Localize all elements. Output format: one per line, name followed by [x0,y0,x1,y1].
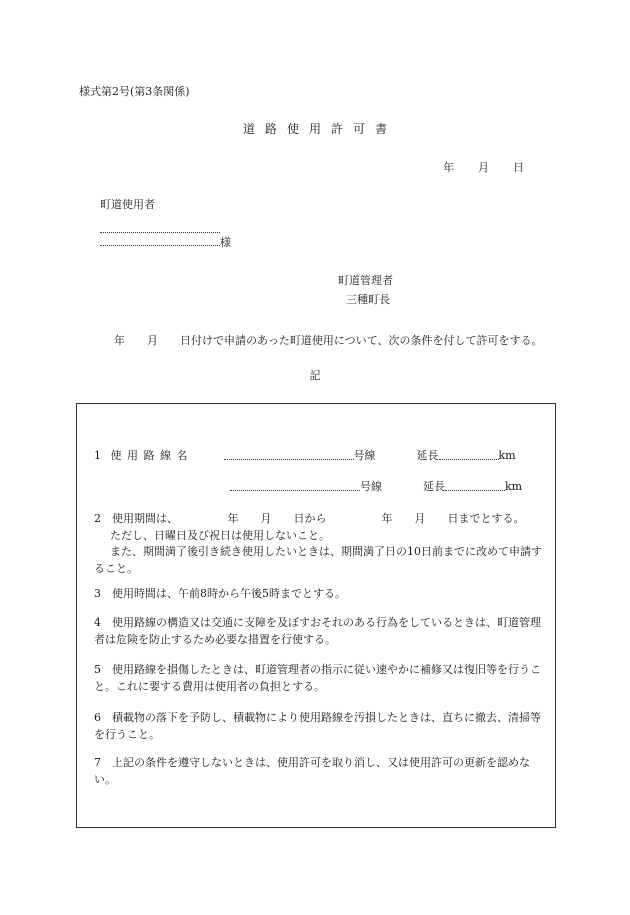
item1-row-2 [230,481,522,492]
length-unit-2: km [505,480,523,493]
item1-row-1 [94,450,516,461]
item7: 7 上記の条件を遵守しないときは、使用許可を取り消し、又は使用許可の更新を認めない。 [94,756,530,786]
form-number: 様式第2号(第3条関係) [79,85,190,98]
recipient-label: 町道使用者 [100,198,155,211]
item2-line3: また、期間満了後引き続き使用したいときは、期間満了日の10日前までに改めて申請すること。 [94,545,542,575]
route-suffix-2: 号線 [360,480,382,493]
date-year: 年 [443,161,454,174]
item2-line1: 2 使用期間は、 年 月 日から 年 月 日までとする。 [94,512,525,525]
intro-text: 年 月 日付けで申請のあった町道使用について、次の条件を付して許可をする。 [114,334,543,347]
issuer-name: 三種町長 [346,293,390,306]
recipient-address-line [100,224,220,233]
ki-heading: 記 [309,369,321,382]
item1-number: 1 [94,449,101,462]
recipient-name-line [100,236,231,248]
km-dots-1 [439,450,499,460]
route-dots-1 [224,450,354,460]
recipient-name-dots [100,236,220,246]
route-dots-2 [230,481,360,491]
item3: 3 使用時間は、午前8時から午後5時までとする。 [94,587,346,600]
item4: 4 使用路線の構造又は交通に支障を及ぼすおそれのある行為をしているときは、町道管理者は危険を防止するため必要な措置を行使する。 [94,616,541,646]
recipient-suffix: 様 [220,236,231,249]
conditions-box [76,403,556,828]
item5: 5 使用路線を損傷したときは、町道管理者の指示に従い速やかに補修又は復旧等を行うこと。これに要する費用は使用者の負担とする。 [94,663,541,693]
item1-label: 使 用 路 線 名 [110,449,189,462]
date-day: 日 [513,161,524,174]
route-suffix-1: 号線 [353,449,376,462]
km-dots-2 [445,481,505,491]
issue-date [443,162,548,173]
item6: 6 積載物の落下を予防し、積載物により使用路線を汚損したときは、直ちに撤去、清掃等を行うこと。 [94,711,541,741]
item2 [94,511,550,577]
length-unit-1: km [498,449,516,462]
date-month: 月 [478,161,489,174]
length-label-1: 延長 [416,449,439,462]
length-label-2: 延長 [423,480,445,493]
issuer-role: 町道管理者 [338,274,393,287]
item2-line2: ただし、日曜日及び祝日は使用しないこと。 [110,528,330,542]
document-title: 道路使用許可書 [242,122,397,136]
